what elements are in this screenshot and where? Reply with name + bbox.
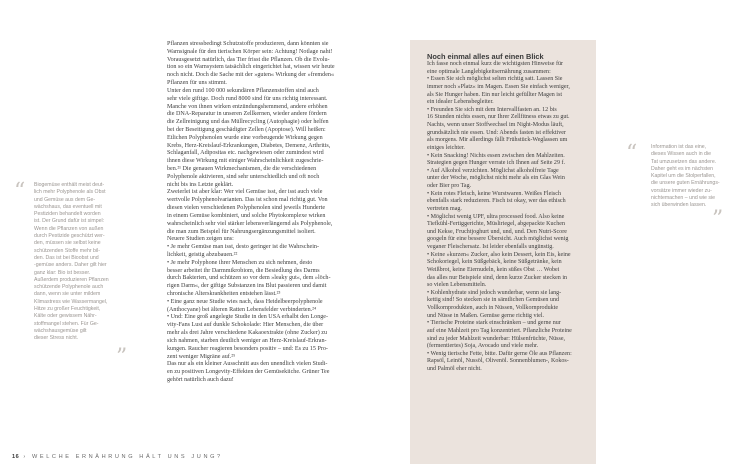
box-text-line: Tiefkühl-Fertiggerichte, Müsliriegel, abgepackte Kuchen xyxy=(427,221,565,228)
sidebar-text-line: Kälte oder gewissem Nähr- xyxy=(34,313,97,320)
body-text-line: Krebs, Herz-Kreislauf-Erkrankungen, Diabetes, Demenz, Arthritis, xyxy=(167,142,331,149)
sidebar-text-line: wächshaus, das eventuell mit xyxy=(34,203,102,210)
body-text-line: die man zum Beispiel für Nahrungsergänzungsmittel isoliert. xyxy=(167,228,316,235)
box-text-line: vertreten mag. xyxy=(427,205,462,212)
box-text-line: • Kohlenhydrate sind jedoch wunderbar, wenn sie lang- xyxy=(427,289,562,296)
body-text-line: sich nahmen, starben deutlich weniger an Herz-Kreislauf-Erkran- xyxy=(167,337,327,344)
body-text-line: • Eine ganz neue Studie wies nach, dass Heidelbeerpolyphenole xyxy=(167,298,323,305)
box-text-line: eine optimale Langlebigkeitsernährung zusammen: xyxy=(427,68,551,75)
box-text-line: • Essen Sie sich möglichst selten richtig satt. Lassen Sie xyxy=(427,76,563,83)
body-text-line: die DNA-Reparatur in unseren Zellkernen, wieder andere fördern xyxy=(167,111,327,118)
sidebar-text-line: Tat umzusetzen das andere. xyxy=(651,158,717,165)
box-text-line: • Auf Alkohol verzichten. Möglichst alkoholfreie Tage xyxy=(427,167,559,174)
sidebar-text-line: den. Das ist bei Bioobst und xyxy=(34,254,99,261)
box-text-line: sind zu jeder Mahlzeit wunderbar: Hülsenfrüchte, Nüsse, xyxy=(427,335,566,342)
body-text-line: Vorausgesetzt natürlich, das Tier frisst die Pflanzen. Ob die Evolu- xyxy=(167,56,330,63)
sidebar-text-line: ist. Der Grund dafür ist simpel: xyxy=(34,218,105,225)
left-close-quote-mark: ” xyxy=(116,345,128,370)
body-text-line: mehr als drei Jahre verschiedene Kakaoextrakte (ohne Zucker) zu xyxy=(167,330,328,337)
page-footer xyxy=(12,454,223,460)
body-text-line: ihnen diese Wirkung mit einiger Wahrscheinlichkeit zugeschrie- xyxy=(167,158,324,165)
sidebar-text-line: lich mehr Polyphenole als Obst xyxy=(34,189,106,196)
box-text-line: • Kein Snacking! Nichts essen zwischen den Mahlzeiten. xyxy=(427,152,565,159)
right-sidebar-quote xyxy=(651,144,743,210)
box-text-line: 16 Stunden nichts essen, nur Ihrer Zellfitness etwas zu gut. xyxy=(427,114,570,121)
body-text-line: Unter den rund 100 000 sekundären Pflanzenstoffen sind auch xyxy=(167,87,319,94)
body-text-line: wertvolle Polyphenolvarianten. Das ist schon mal richtig gut. Von xyxy=(167,197,328,204)
sidebar-text-line: vorsätze immer wieder zu- xyxy=(651,187,712,194)
body-text-line: besser arbeitet ihr Darmmikrobiom, die Besiedlung des Darms xyxy=(167,267,320,274)
sidebar-text-line: und Gemüse aus dem Ge- xyxy=(34,196,96,203)
running-title: WELCHE ERNÄHRUNG HÄLT UNS JUNG? xyxy=(32,454,223,460)
box-text-line: als Sie Hunger haben. Ein nur leicht gefüllter Magen ist xyxy=(427,91,563,98)
sidebar-text-line: Kapitel um die Stolperfallen, xyxy=(651,173,716,180)
right-close-quote-mark: ” xyxy=(712,207,724,232)
box-text-line: • Keine »kurzen« Zucker, also kein Dessert, kein Eis, keine xyxy=(427,251,571,258)
summary-box-body xyxy=(427,61,582,374)
body-text-line: gehört natürlich auch dazu! xyxy=(167,376,234,383)
box-text-line: • Tierische Proteine stark einschränken – und gerne nur xyxy=(427,320,561,327)
box-text-line: auf eine Mahlzeit pro Tag konzentriert. Pflanzliche Proteine xyxy=(427,327,572,334)
box-text-line: googeln für eine bessere Übersicht. Auch möglichst wenig xyxy=(427,236,569,243)
sidebar-text-line: Information ist das eine, xyxy=(651,144,707,150)
box-text-line: Weißbrot, keine Eiernudeln, kein süßes Obst … Wobei xyxy=(427,266,560,273)
box-text-line: ebenfalls stark reduzieren. Fisch ist okay, wer das ethisch xyxy=(427,198,566,205)
body-text-line: Zweierlei ist aber klar: Wer viel Gemüse isst, der isst auch viele xyxy=(167,189,323,196)
box-text-line: als morgens. Mir allerdings fällt Frühstück-Weglassen um xyxy=(427,137,568,144)
right-open-quote-mark: “ xyxy=(626,141,638,166)
sidebar-text-line: den, müssen sie selbst keine xyxy=(34,240,101,247)
box-text-line: und Nüsse in Maßen. Gemüse gerne richtig viel. xyxy=(427,312,545,319)
body-text-line: nicht bis ins Letzte geklärt. xyxy=(167,181,234,188)
body-text-line: sehr viele giftige. Doch rund 8000 sind für uns richtig interessant. xyxy=(167,95,328,102)
box-text-line: • Möglichst wenig UPF, ultra processed food. Also keine xyxy=(427,213,565,220)
body-text-line: Etlichen Polyphenolen wurde eine vorbeugende Wirkung gegen xyxy=(167,134,323,141)
body-text-line: (Anthocyane) bei älteren Ratten Lebensfelder verbinderten.²⁴ xyxy=(167,306,317,313)
body-text-line: Warnsignale für den tierischen Körper sein: Achtung! Notlage naht! xyxy=(167,48,333,55)
body-text-line: Schlaganfall, Adipositas etc. nachgewiesen oder zumindest wird xyxy=(167,150,324,157)
box-text-line: unter der Woche, möglichst nicht mehr als ein Glas Wein xyxy=(427,175,565,182)
sidebar-text-line: schützende Polyphenole auch xyxy=(34,284,104,291)
box-text-line: immer noch »Platz« im Magen. Essen Sie einfach weniger, xyxy=(427,83,570,90)
body-text-line: noch nicht. Doch die Sache mit der »guten« Wirkung der »fremden« xyxy=(167,72,335,79)
box-text-line: Ich fasse noch einmal kurz die wichtigsten Hinweise für xyxy=(427,61,564,67)
sidebar-text-line: durch Pestizide geschützt wer- xyxy=(34,233,105,240)
body-text-line: tion so ein Warnsystem tatsächlich eingerichtet hat, wissen wir heute xyxy=(167,64,335,71)
sidebar-text-line: dieses Wissen auch in die xyxy=(651,151,711,158)
box-text-line: veganer Fleischersatz. Ist leider ebenfalls ungünstig. xyxy=(427,244,554,250)
left-open-quote-mark: “ xyxy=(14,179,26,204)
body-text-line: Manche von ihnen wirken entzündungshemmend, andere erhöhen xyxy=(167,103,328,110)
sidebar-text-line: die unsere guten Ernährungs- xyxy=(651,180,720,187)
sidebar-text-line: Biogemüse enthält meist deut- xyxy=(34,182,105,188)
box-text-line: • Kein rotes Fleisch, keine Wurstwaren. Weißes Fleisch xyxy=(427,190,561,197)
body-text-line: vity-Fans Lust auf dunkle Schokolade: Hier Menschen, die über xyxy=(167,322,324,329)
box-text-line: einiges leichter. xyxy=(427,144,465,151)
sidebar-text-line: Daher geht es im nächsten xyxy=(651,165,713,172)
sidebar-text-line: Wenn die Pflanzen von außen xyxy=(34,225,104,232)
box-text-line: grundsätzlich nie essen. Und: Abends fasten ist effektiver xyxy=(427,129,566,136)
body-text-line: rigen Darm«, der giftige Substanzen ins Blut passieren und damit xyxy=(167,283,327,290)
body-text-line: Pflanzen stressbedingt Schutzstoffe produzieren, dann könnten sie xyxy=(167,41,329,47)
page-number: 16 xyxy=(12,454,20,460)
body-text-line: Das nur als ein kleiner Ausschnitt aus den unendlich vielen Studi- xyxy=(167,361,328,368)
body-text-line: lichkeit, geistig abzubauen.²² xyxy=(167,251,238,258)
box-text-line: • Freunden Sie sich mit dem Intervallfasten an. 12 bis xyxy=(427,106,557,113)
box-text-line: und Kekse, Fruchtjoghurt und, und, und. Den Nutri-Score xyxy=(427,228,567,235)
body-text-line: die Zellreinigung und das Müllrecycling (Autophagie) oder helfen xyxy=(167,119,329,126)
box-text-line: Nachts, wenn unser Stoffwechsel im Night-Modus läuft, xyxy=(427,122,564,128)
sidebar-text-line: dann, wenn sie unter mildem xyxy=(34,291,101,298)
body-text-line: Polyphenole aktivieren, sind sehr unterschiedlich und oft noch xyxy=(167,173,320,180)
box-text-line: oder Bier pro Tag. xyxy=(427,183,472,189)
box-text-line: ein idealer Lebensbegleiter. xyxy=(427,99,494,106)
sidebar-text-line: nichtemachen – und wie sie xyxy=(651,195,716,202)
box-text-line: Schokoriegel, kein Süßgebäck, keine Süßgetränke, kein xyxy=(427,259,562,266)
body-text-line: kungen. Raucher reagieren besonders positiv – und: Es zu 15 Pro- xyxy=(167,345,328,352)
sidebar-text-line: sich überwinden lassen. xyxy=(651,202,707,209)
body-text-line: bei der Beseitigung geschädigter Zellen (Apoptose). Will heißen: xyxy=(167,126,326,133)
sidebar-text-line: Außerdem produzieren Pflanzen xyxy=(34,276,109,283)
body-text-line: zent weniger Migräne auf.²⁵ xyxy=(167,353,236,360)
sidebar-text-line: dieser Stress nicht. xyxy=(34,335,79,342)
body-text-line: wahrscheinlich sehr viel stärker lebensverlängernd als Polyphenole, xyxy=(167,220,333,227)
body-text-line: in einem Gemüse kombiniert, und solche Phytokomplexe wirken xyxy=(167,212,326,219)
body-text-line: • Je mehr Gemüse man isst, desto geringer ist die Wahrschein- xyxy=(167,244,319,251)
body-text-line: en zu positiven Longevity-Effekten der Gemüsekiiche. Grüner Tee xyxy=(167,369,330,376)
sidebar-text-line: stoffmangel stehen. Für Ge- xyxy=(34,320,99,327)
body-text-line: chronische Alterskrankheiten entstehen lässt.²³ xyxy=(167,291,281,297)
box-text-line: Strategien gegen Hunger verrate ich Ihnen auf Seite 29 f. xyxy=(427,160,566,167)
box-text-line: Vollkornprodukten, auch in Nüssen, Vollkornprodukte xyxy=(427,305,559,311)
body-text-line: diesen vielen verschiedenen Polyphenolen sind jeweils Hunderte xyxy=(167,205,326,212)
left-sidebar-quote xyxy=(34,182,138,343)
sidebar-text-line: Hitze zu großer Feuchtigkeit, xyxy=(34,306,101,313)
sidebar-text-line: -gemüse anders. Daher gilt hier xyxy=(34,262,107,269)
body-text-line: Pflanzen für uns stimmt. xyxy=(167,80,227,87)
body-text-line: Neuere Studien zeigen uns: xyxy=(167,236,234,243)
main-body-text xyxy=(167,41,344,385)
sidebar-text-line: Pestiziden behandelt worden xyxy=(34,211,101,218)
box-text-line: so vielen Lebensmitteln. xyxy=(427,282,487,289)
footer-separator: › xyxy=(23,454,28,460)
box-text-line: und Palmöl eher nicht. xyxy=(427,366,482,372)
summary-box-title: Noch einmal alles auf einen Blick xyxy=(427,52,544,61)
sidebar-text-line: wächshausgemüse gilt xyxy=(34,327,87,334)
body-text-line: • Und: Eine groß angelegte Studie in den USA erhalbt den Longe- xyxy=(167,314,329,321)
body-text-line: • Je mehr Polyphone ihrer Menschen zu sich nehmen, desto xyxy=(167,259,313,266)
box-text-line: kettig sind! So stecken sie in sämtlichen Gemüsen und xyxy=(427,297,560,304)
box-text-line: das alles nur Beispiele sind, denn kurze Zucker stecken in xyxy=(427,274,568,281)
box-text-line: (fermentiertes) Soja, Avocado und viele mehr. xyxy=(427,343,539,350)
box-text-line: Rapsöl, Leinöl, Nussöl, Olivenöl. Sonnenblumen-, Kokos- xyxy=(427,358,569,365)
body-text-line: ben.²¹ Die genauen Wirkmechanismen, die die verschiedenen xyxy=(167,166,317,172)
sidebar-text-line: ganz klar: Bio ist besser. xyxy=(34,269,91,276)
box-text-line: • Wenig tierische Fette, bitte. Dafür gerne Öle aus Pflanzen: xyxy=(427,350,572,357)
body-text-line: durch Bakterien, und schützen so vor dem »leaky gut«, dem »löch- xyxy=(167,275,331,282)
sidebar-text-line: schützenden Stoffe mehr bil- xyxy=(34,247,100,254)
sidebar-text-line: Klimastress wie Wassermangel, xyxy=(34,298,108,305)
